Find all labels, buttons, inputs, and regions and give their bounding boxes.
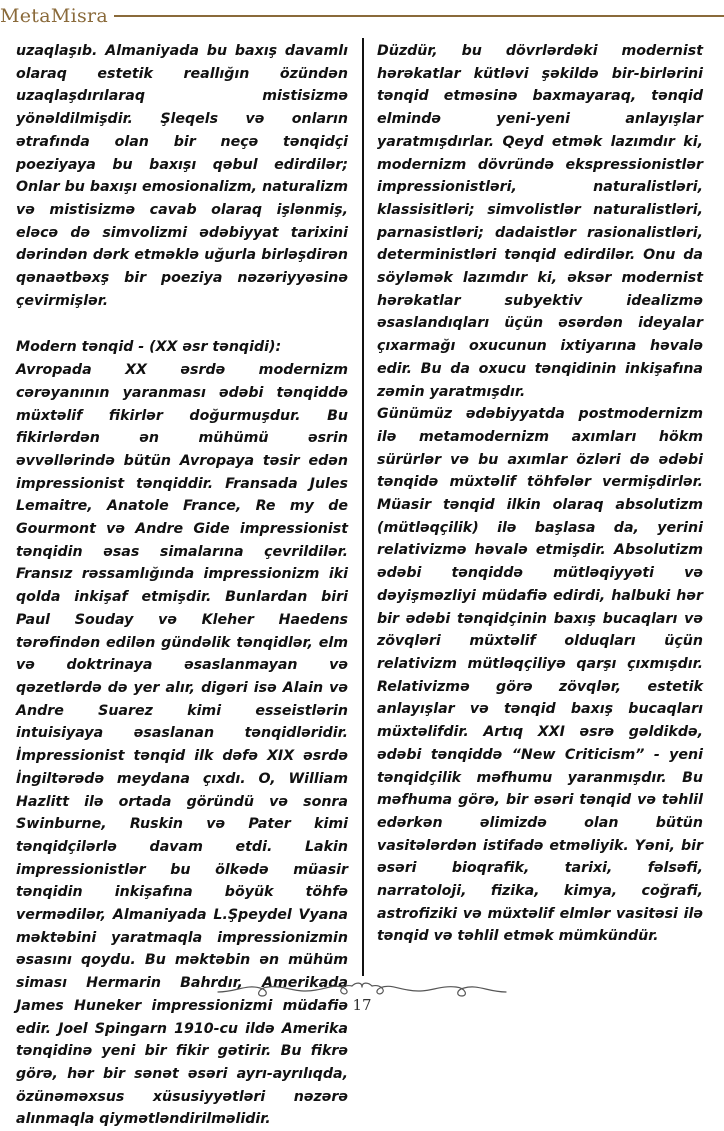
left-paragraph-2: Avropada XX əsrdə modernizm cərəyanının yaranması ədəbi tənqiddə müxtəlif fikirlər doğurmuşdur. Bu fikirlərdən ən mühümü əsrin əvvəllərində bütün Avropaya təsir edən impressionist tənqiddir. Fransada Jules Lemaitre, Anatole France, Re my de Gourmont və Andre Gide impressionist tənqidin əsas simalarına çevrildilər. Fransız rəssamlığında impressionizm iki qolda inkişaf etmişdir. Bunlardan biri Paul Souday və Kleher Haedens tərəfindən edilən gündəlik tənqidlər, elm və doktrinaya əsaslanmayan və qəzetlərdə də yer alır, digəri isə Alain və Andre Suarez kimi esseistlərin intuisiyaya əsaslanan tənqidləridir. İmpressionist tənqid ilk dəfə XIX əsrdə İngiltərədə meydana çıxdı. O, William Hazlitt ilə ortada göründü və sonra Swinburne, Ruskin və Pater kimi tənqidçilərlə davam etdi. Lakin impressionistlər bu ölkədə müasir tənqidin inkişafına böyük töhfə vermədilər, Almaniyada L.Şpeydel Vyana məktəbini yaratmaqla impressionizmin əsasını qoydu. Bu məktəbin ən mühüm siması Hermarin Bahrdır, Amerikada James Huneker impressionizmi müdafiə edir. Joel Spingarn 1910-cu ildə Amerika tənqidinə yeni bir fikir gətirir. Bu fikrə görə, hər bir sənət əsəri ayrı-ayrılıqda, özünəməxsus xüsusiyyətləri nəzərə alınmaqla qiymətləndirilməlidir. xyxy=(16,362,348,1128)
header-rule xyxy=(114,15,724,17)
right-paragraph-1: Düzdür, bu dövrlərdəki modernist hərəkatlar kütləvi şəkildə bir-birlərini tənqid etməsinə baxmayaraq, tənqid elmində yeni-yeni anlayışlar yaratmışdırlar. Qeyd etmək lazımdır ki, modernizm dövründə ekspressionistlər impressionistləri, naturalistləri, klassisitləri; simvolistlər naturalistləri, parnasistləri; dadaistlər rasionalistləri, deterministləri tənqid edirdilər. Onu da söyləmək lazımdır ki, əksər modernist hərəkatlar subyektiv idealizmə əsaslandıqları üçün əsərdən ideyalar çıxarmağı oxucunun ixtiyarına həvalə edir. Bu da oxucu tənqidinin inkişafına zəmin yaratmışdır. xyxy=(377,43,703,400)
left-paragraph-1: uzaqlaşıb. Almaniyada bu baxış davamlı olaraq estetik reallığın özündən uzaqlaşdırılaraq mistisizmə yönəldilmişdir. Şleqels və onların ətrafında olan bir neçə tənqidçi poeziyaya bu baxışı qəbul edirdilər; Onlar bu baxışı emosionalizm, naturalizm və mistisizmə cavab olaraq işlənmiş, eləcə də simvolizmi ədəbiyyat tarixini dərindən dərk etməklə uğurla birləşdirən qənaətbəxş bir poeziya nəzəriyyəsinə çevirmişlər. xyxy=(16,43,348,309)
column-divider xyxy=(362,38,364,976)
brand-logo: MetaMisra xyxy=(0,5,109,27)
right-column xyxy=(377,40,703,948)
page-number: 17 xyxy=(352,996,372,1014)
section-heading: Modern tənqid - (XX əsr tənqidi): xyxy=(16,339,282,356)
right-paragraph-2: Günümüz ədəbiyyatda postmodernizm ilə metamodernizm axımları hökm sürürlər və bu axımlar özləri də ədəbi tənqidə müxtəlif töhfələr vermişdirlər. Müasir tənqid ilkin olaraq absolutizm (mütləqçilik) ilə başlasa da, yerini relativizmə həvalə etmişdir. Absolutizm ədəbi tənqiddə mütləqiyyəti və dəyişməzliyi müdafiə edirdi, halbuki hər bir ədəbi tənqidçinin baxış bucaqları və zövqləri müxtəlif olduqları üçün relativizm mütləqçiliyə qarşı çıxmışdır. Relativizmə görə zövqlər, estetik anlayışlar və tənqid baxış bucaqları müxtəlifdir. Artıq XXI əsrə gəldikdə, ədəbi tənqiddə “New Criticism” - yeni tənqidçilik məfhumu yaranmışdır. Bu məfhuma görə, bir əsəri tənqid və təhlil edərkən əlimizdə olan bütün vasitələrdən istifadə etməliyik. Yəni, bir əsəri bioqrafik, tarixi, fəlsəfi, narratoloji, fizika, kimya, coğrafi, astrofiziki və müxtəlif elmlər vasitəsi ilə tənqid və təhlil etmək mümkündür. xyxy=(377,406,703,945)
left-column xyxy=(16,40,348,1131)
